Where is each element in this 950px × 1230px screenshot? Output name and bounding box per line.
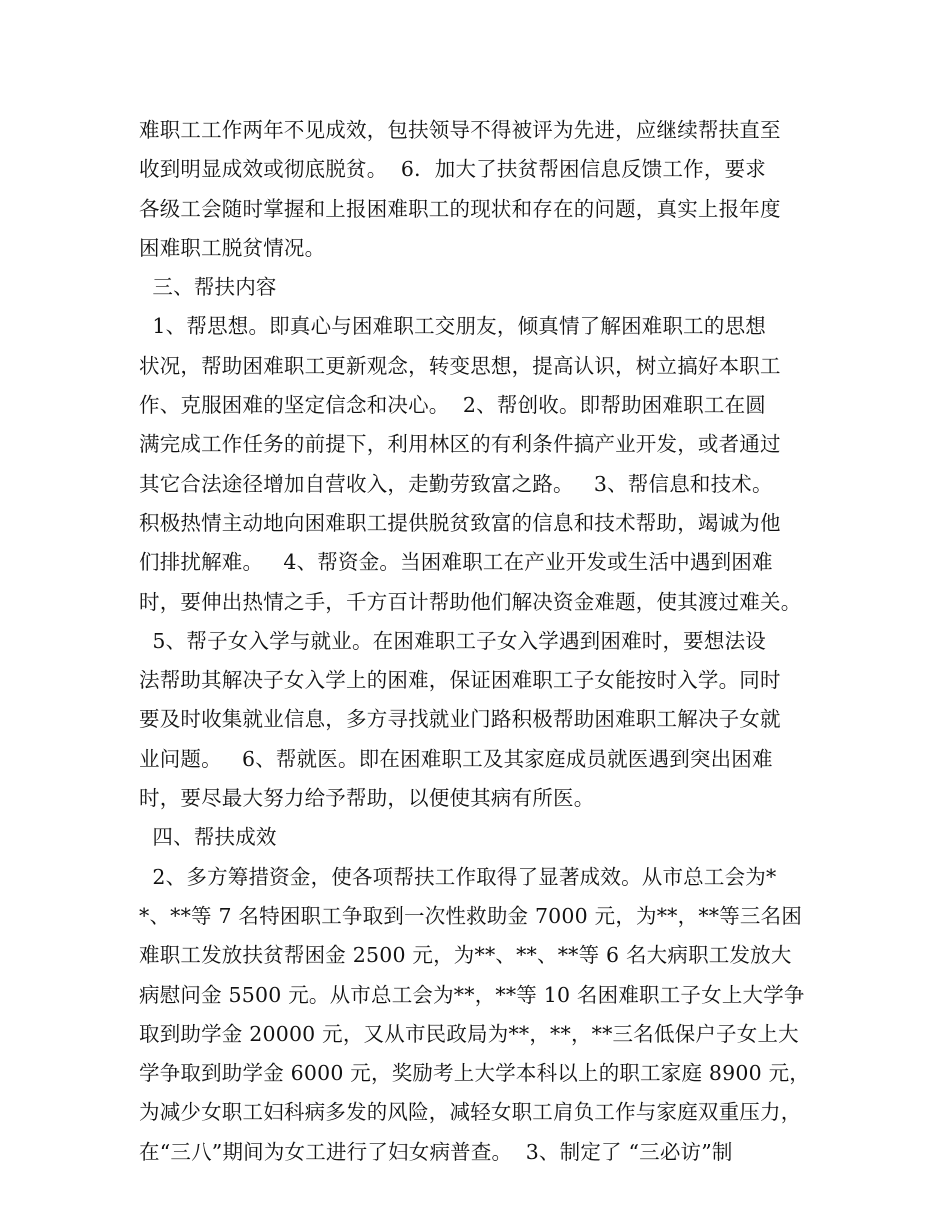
text-line: 法帮助其解决子女入学上的困难，保证困难职工子女能按时入学。同时 [139, 668, 781, 693]
text-line: 难职工发放扶贫帮困金 2500 元，为**、**、**等 6 名大病职工发放大 [139, 943, 792, 968]
text-line: 积极热情主动地向困难职工提供脱贫致富的信息和技术帮助，竭诚为他 [139, 510, 781, 535]
text-line: 们排扰解难。 4、帮资金。当困难职工在产业开发或生活中遇到困难 [139, 550, 773, 575]
text-line: 困难职工脱贫情况。 [139, 235, 326, 260]
text-line: 难职工工作两年不见成效，包扶领导不得被评为先进，应继续帮扶直至 [139, 118, 781, 142]
text-line: 病慰问金 5500 元。从市总工会为**，**等 10 名困难职工子女上大学争 [139, 982, 805, 1007]
text-line: 状况，帮助困难职工更新观念，转变思想，提高认识，树立搞好本职工 [139, 353, 781, 378]
text-line: *、**等 7 名特困职工争取到一次性救助金 7000 元，为**，**等三名困 [139, 903, 803, 928]
text-line: 其它合法途径增加自营收入，走勤劳致富之路。 3、帮信息和技术。 [139, 471, 773, 496]
text-line: 各级工会随时掌握和上报困难职工的现状和存在的问题，真实上报年度 [139, 196, 781, 221]
text-line: 收到明显成效或彻底脱贫。 6．加大了扶贫帮困信息反馈工作，要求 [139, 157, 766, 182]
text-line: 时，要尽最大努力给予帮助，以便使其病有所医。 [139, 786, 595, 811]
text-line: 作、克服困难的坚定信念和决心。 2、帮创收。即帮助困难职工在圆 [139, 393, 766, 418]
text-line: 要及时收集就业信息，多方寻找就业门路积极帮助困难职工解决子女就 [139, 707, 781, 732]
text-line: 2、多方筹措资金，使各项帮扶工作取得了显著成效。从市总工会为* [139, 864, 777, 889]
text-line: 学争取到助学金 6000 元，奖励考上大学本科以上的职工家庭 8900 元， [139, 1061, 811, 1086]
section-heading: 三、帮扶内容 [139, 275, 277, 300]
text-line: 为减少女职工妇科病多发的风险，减轻女职工肩负工作与家庭双重压力， [139, 1100, 802, 1125]
text-line: 时，要伸出热情之手，千方百计帮助他们解决资金难题，使其渡过难关。 [139, 589, 802, 614]
text-line: 满完成工作任务的前提下，利用林区的有利条件搞产业开发，或者通过 [139, 432, 781, 457]
text-line: 取到助学金 20000 元，又从市民政局为**，**，**三名低保户子女上大 [139, 1021, 799, 1046]
text-line: 在“三八”期间为女工进行了妇女病普查。 3、制定了 “三必访”制 [139, 1139, 733, 1164]
section-heading: 四、帮扶成效 [139, 825, 277, 850]
text-line: 业问题。 6、帮就医。即在困难职工及其家庭成员就医遇到突出困难 [139, 746, 773, 771]
text-line: 5、帮子女入学与就业。在困难职工子女入学遇到困难时，要想法设 [139, 628, 766, 653]
body-text [139, 111, 839, 1172]
text-line: 1、帮思想。即真心与困难职工交朋友，倾真情了解困难职工的思想 [139, 314, 766, 339]
